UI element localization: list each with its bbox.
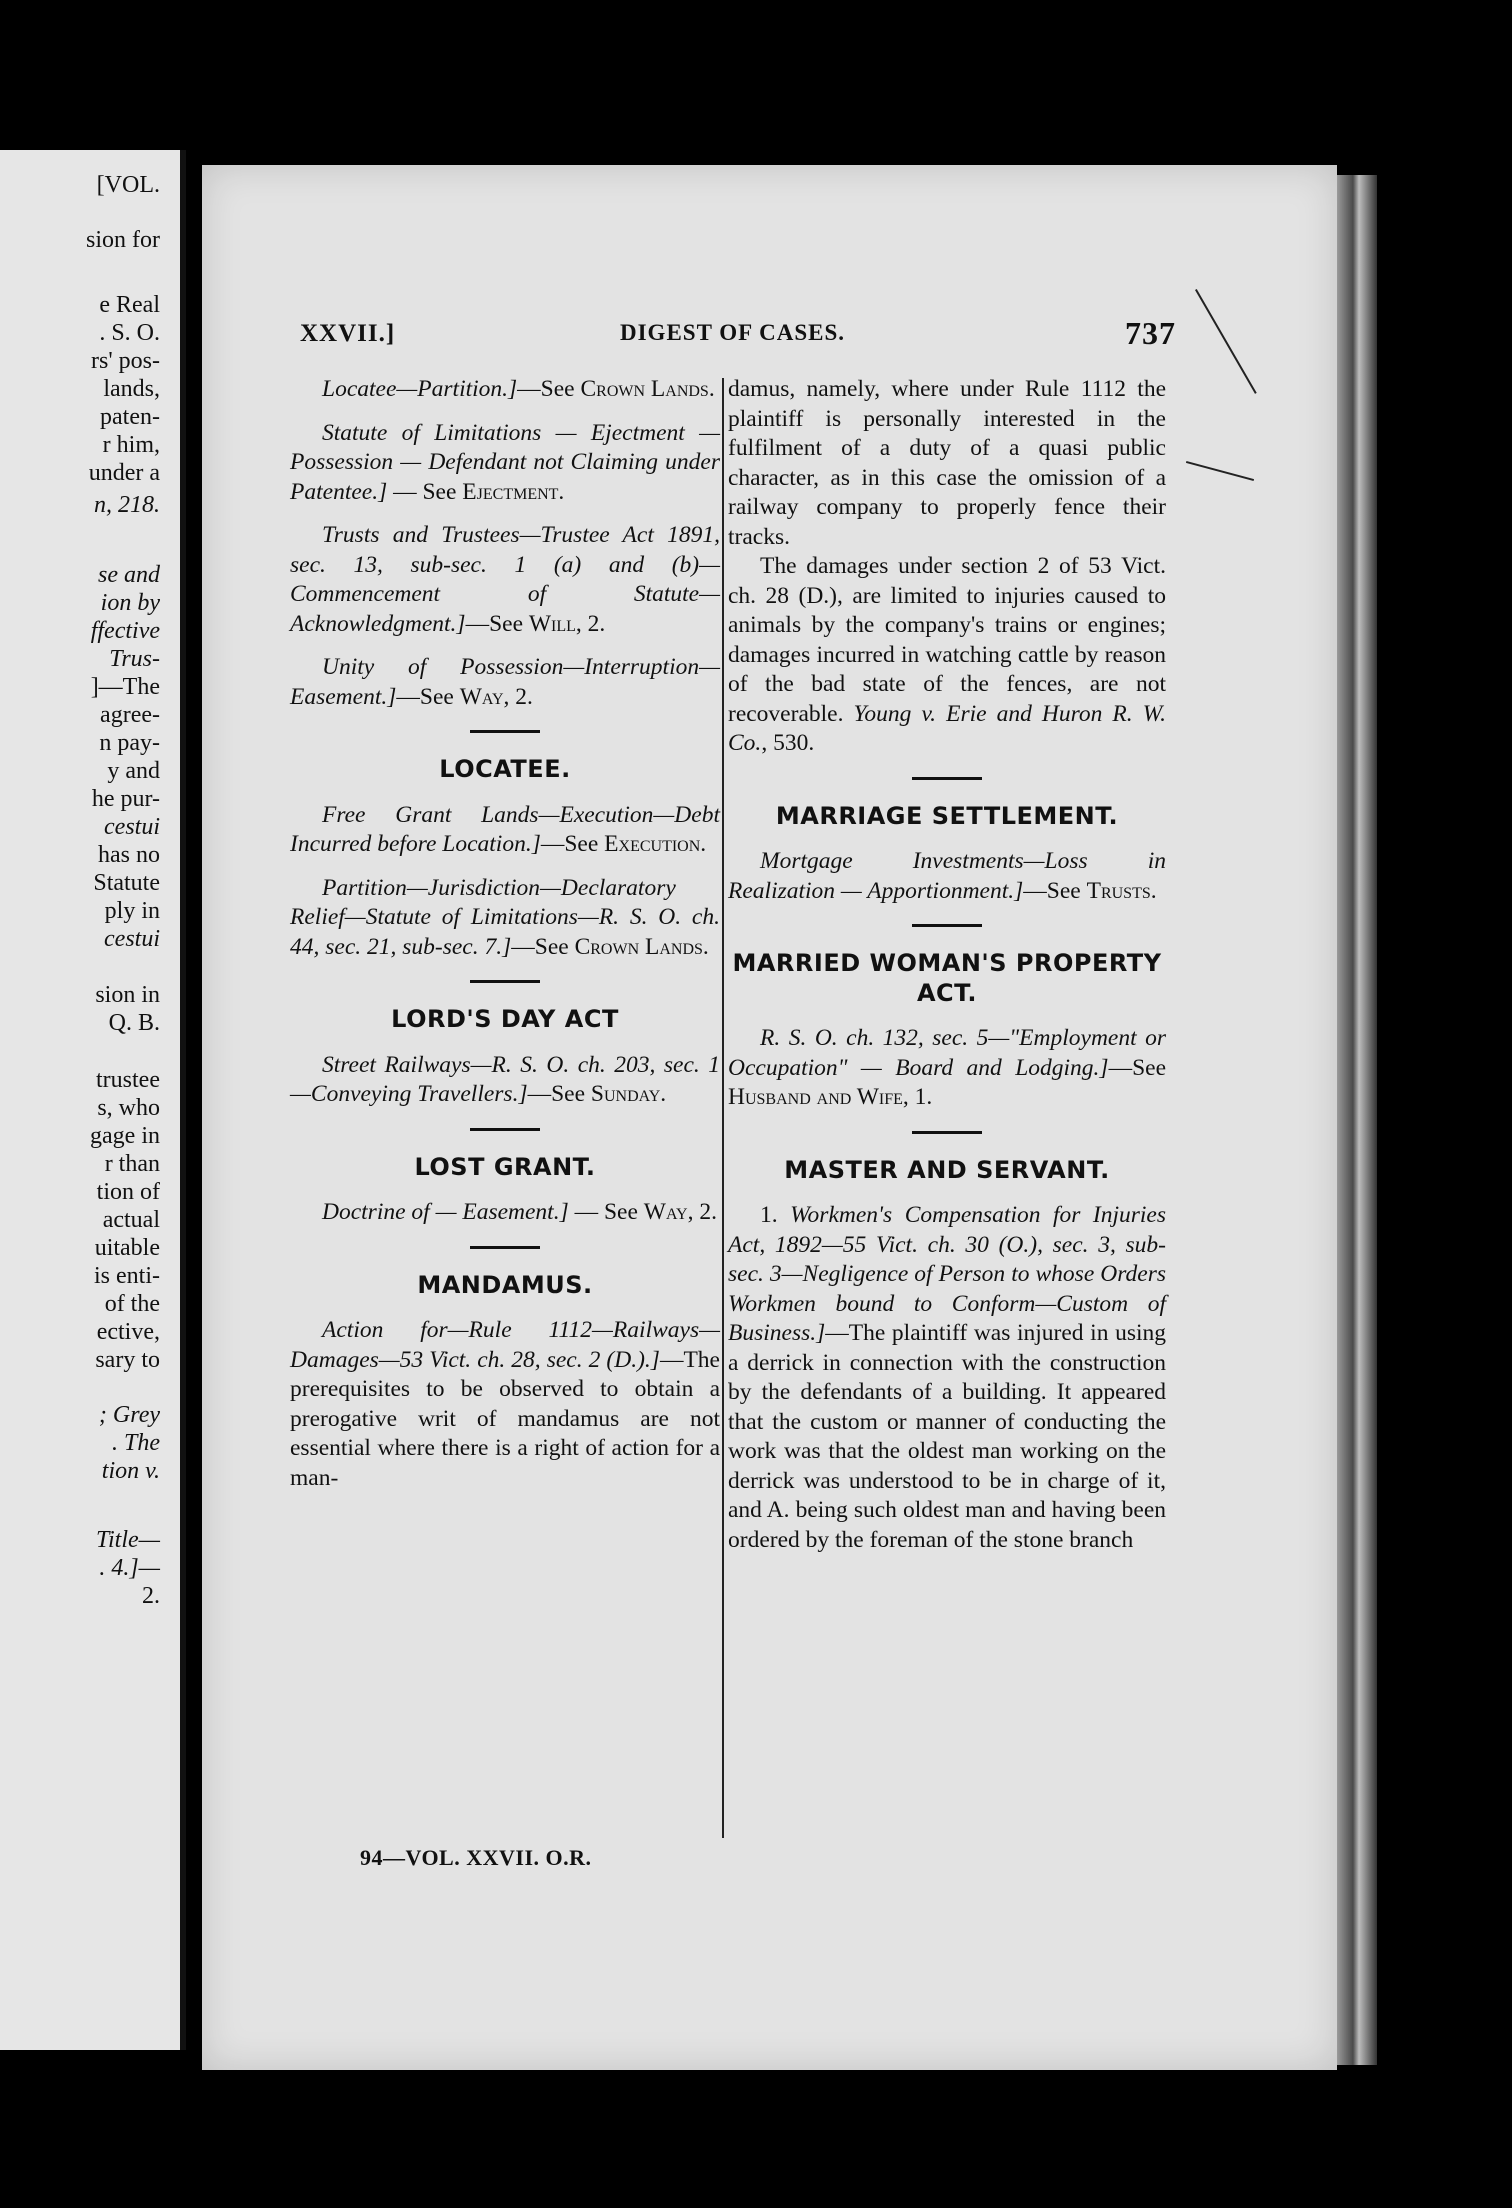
section-heading: MARRIED WOMAN'S PROPERTY ACT.	[732, 949, 1162, 1007]
case-name: Young v. Erie and Huron R. W. Co.	[728, 700, 1166, 756]
adjacent-page-fragment	[0, 150, 186, 2050]
text-fragment: gage in	[90, 1123, 160, 1149]
entry-title: Workmen's Compensation for Injuries Act, 1892—55 Vict. ch. 30 (O.), sec. 3, sub-sec. 3—Negligence of Person to whose Orders Workmen bound to Conform—Custom of Business.]	[728, 1202, 1166, 1346]
entry	[290, 1198, 720, 1228]
cross-reference: Execution.	[604, 831, 707, 857]
section-rule	[470, 1246, 540, 1249]
entry	[728, 1024, 1166, 1113]
entry-title: Unity of Possession—Interruption—Easement.]	[290, 654, 720, 710]
entry-text: —The plaintiff was injured in using a derrick in connection with the construction by the defendants of a building. It appeared that the custom or manner of conducting the work was that the oldest man working on the derrick was understood to be in charge of it, and A. being such oldest man and having been ordered by the foreman of the stone branch	[728, 1320, 1166, 1553]
entry-group	[290, 375, 720, 712]
cross-reference: Will, 2.	[528, 610, 606, 637]
entry-title: Doctrine of — Easement.]	[322, 1199, 569, 1225]
entry	[290, 653, 720, 712]
text-fragment: ]—The	[90, 674, 160, 700]
entry-title: Trusts and Trustees—Trustee Act 1891, sec. 13, sub-sec. 1 (a) and (b)—Commencement of Statute—Acknowledgment.]	[290, 522, 720, 637]
text-fragment: Q. B.	[108, 1010, 160, 1036]
text-fragment: n pay-	[99, 730, 160, 756]
section-heading: LORD'S DAY ACT	[391, 1005, 619, 1033]
cross-reference: Ejectment.	[462, 478, 565, 505]
entry-see: —See	[396, 683, 460, 710]
text-fragment: actual	[102, 1207, 160, 1233]
entry-see: —See	[527, 1081, 591, 1107]
section-rule	[470, 730, 540, 733]
text-fragment: [VOL.	[96, 172, 160, 198]
entry-group	[290, 1051, 720, 1110]
section-rule	[912, 924, 982, 927]
entry	[728, 552, 1166, 759]
cross-reference: Trusts.	[1086, 877, 1157, 904]
entry-continuation: damus, namely, where under Rule 1112 the plaintiff is personally interested in the fulfilment of a duty of a quasi public character, as in this case the omission of a railway company to properly fence their tracks.	[728, 376, 1166, 550]
text-fragment: ; Grey	[98, 1402, 160, 1428]
entry-group	[728, 1024, 1166, 1113]
entry-group	[290, 1198, 720, 1228]
section-heading: MANDAMUS.	[417, 1270, 593, 1299]
entry	[290, 419, 720, 508]
entry-text: The damages under section 2 of 53 Vict. ch. 28 (D.), are limited to injuries caused to animals by the company's trains or engines; damages incurred in watching cattle by reason of the bad state of the fences, are not recoverable.	[728, 553, 1166, 727]
text-fragment: Trus-	[109, 646, 160, 672]
section-rule	[912, 1131, 982, 1134]
section-rule	[912, 777, 982, 780]
case-cite: , 530.	[761, 730, 815, 756]
text-fragment: sary to	[95, 1347, 160, 1373]
page-number: 737	[1125, 315, 1176, 351]
section-rule	[470, 980, 540, 983]
entry	[290, 801, 720, 860]
text-fragment: . S. O.	[99, 320, 160, 346]
entry-group	[290, 801, 720, 963]
entry-text: —The prerequisites to be observed to obtain a prerogative writ of mandamus are not essential where there is a right of action for a man-	[290, 1346, 720, 1491]
cross-reference: Way, 2.	[643, 1199, 717, 1225]
section-heading: LOST GRANT.	[414, 1152, 596, 1181]
text-fragment: . 4.]—	[99, 1555, 160, 1581]
entry	[728, 1201, 1166, 1555]
page-edge	[1337, 175, 1377, 2065]
text-fragment: e Real	[99, 292, 160, 318]
text-fragment: r than	[104, 1151, 160, 1177]
text-fragment: cestui	[104, 814, 160, 840]
entry-title: Partition—Jurisdiction—Declaratory Relief—Statute of Limitations—R. S. O. ch. 44, sec. 21, sub-sec. 7.]	[290, 874, 720, 960]
text-fragment: . The	[112, 1430, 160, 1456]
section-heading: LOCATEE.	[439, 755, 571, 783]
text-fragment: under a	[88, 460, 160, 486]
running-head-volume: XXVII.]	[300, 320, 396, 347]
entry-see: —See	[465, 610, 529, 637]
entry	[290, 874, 720, 963]
text-fragment: ective,	[96, 1319, 160, 1345]
text-fragment: tion of	[96, 1179, 160, 1205]
entry-see: —See	[511, 933, 575, 960]
entry	[290, 521, 720, 639]
entry-title: Free Grant Lands—Execution—Debt Incurred before Location.]	[290, 801, 720, 857]
entry-see: —See	[540, 831, 605, 857]
cross-reference: Sunday.	[590, 1081, 667, 1107]
cross-reference: Crown Lands.	[580, 376, 715, 402]
entry-see: —See	[1023, 877, 1087, 904]
left-column	[290, 375, 720, 1507]
entry-title: Statute of Limitations — Ejectment — Possession — Defendant not Claiming under Patentee.]	[290, 419, 720, 505]
text-fragment: trustee	[96, 1067, 160, 1093]
text-fragment: has no	[98, 842, 160, 868]
text-fragment: rs' pos-	[91, 348, 160, 374]
text-fragment: he pur-	[91, 786, 160, 812]
column-divider	[722, 378, 724, 1838]
text-fragment: ion by	[100, 590, 160, 616]
entry-number: 1.	[760, 1202, 778, 1228]
entry-title: Street Railways—R. S. O. ch. 203, sec. 1—Conveying Travellers.]	[290, 1051, 720, 1107]
text-fragment: r him,	[102, 432, 160, 458]
text-fragment: s, who	[97, 1095, 160, 1121]
text-fragment: uitable	[94, 1235, 160, 1261]
entry-see: — See	[568, 1199, 644, 1225]
text-fragment: Statute	[93, 870, 160, 896]
text-fragment: is enti-	[94, 1263, 160, 1289]
text-fragment: ffective	[90, 618, 160, 644]
cross-reference: Way, 2.	[459, 683, 533, 710]
text-fragment: sion for	[86, 227, 160, 253]
text-fragment: se and	[98, 562, 160, 588]
section-rule	[470, 1128, 540, 1131]
running-head-title: DIGEST OF CASES.	[620, 320, 845, 345]
text-fragment: sion in	[95, 982, 160, 1008]
entry	[290, 1051, 720, 1110]
text-fragment: of the	[104, 1291, 160, 1317]
entry-title: R. S. O. ch. 132, sec. 5—"Employment or Occupation" — Board and Lodging.]	[728, 1025, 1166, 1081]
text-fragment: lands,	[103, 376, 160, 402]
right-column	[728, 375, 1166, 1569]
entry-title: Locatee—Partition.]	[322, 376, 518, 402]
text-fragment: paten-	[100, 404, 160, 430]
entry-title: Action for—Rule 1112—Railways—Damages—53 Vict. ch. 28, sec. 2 (D.).]	[290, 1317, 720, 1373]
signature-mark: 94—VOL. XXVII. O.R.	[360, 1845, 592, 1870]
text-fragment: cestui	[104, 926, 160, 952]
entry-title: Mortgage Investments—Loss in Realization — Apportionment.]	[728, 848, 1166, 904]
text-fragment: tion v.	[101, 1458, 160, 1484]
entry	[290, 1316, 720, 1493]
entry-see: —See	[517, 376, 581, 402]
text-fragment: y and	[107, 758, 160, 784]
text-fragment: ply in	[104, 898, 160, 924]
entry-see: — See	[387, 478, 463, 505]
text-fragment: agree-	[100, 702, 160, 728]
entry	[728, 847, 1166, 906]
cross-reference: Crown Lands.	[574, 933, 709, 960]
text-fragment: 2.	[142, 1583, 160, 1609]
text-fragment: n, 218.	[94, 492, 160, 518]
entry-group	[728, 847, 1166, 906]
entry-see: —See	[1108, 1054, 1166, 1081]
text-fragment: Title—	[95, 1527, 160, 1553]
section-heading: MASTER AND SERVANT.	[784, 1155, 1110, 1184]
entry	[290, 375, 720, 405]
cross-reference: Husband and Wife, 1.	[728, 1084, 933, 1110]
section-heading: MARRIAGE SETTLEMENT.	[775, 801, 1119, 830]
